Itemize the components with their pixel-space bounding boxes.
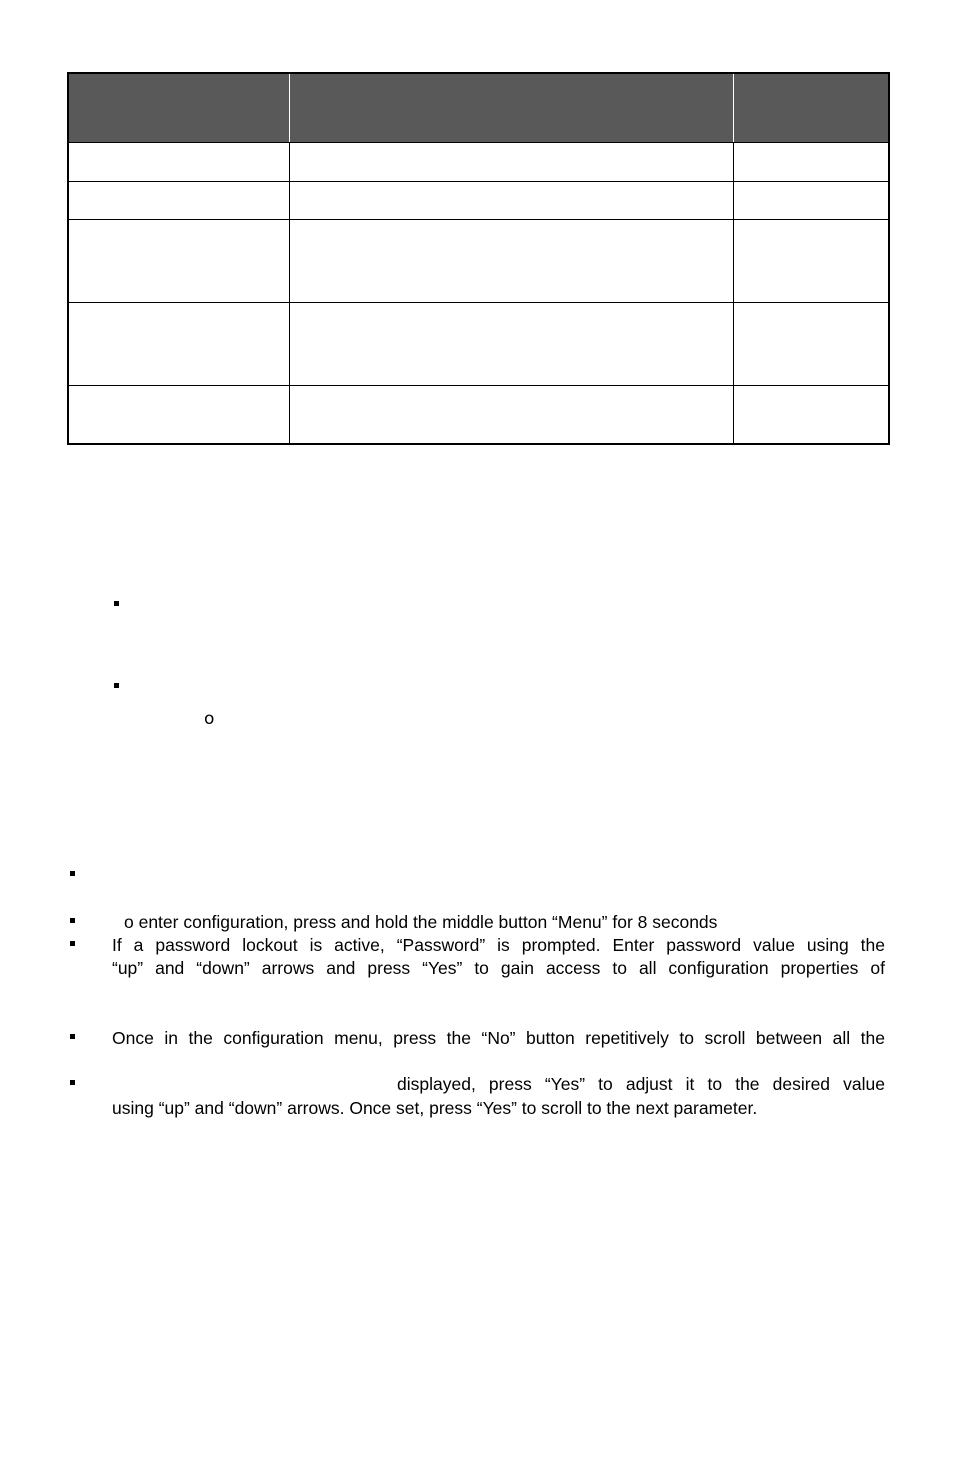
config-step-password-line-2: “up” and “down” arrows and press “Yes” to gain access to all configuration properties of xyxy=(112,958,885,978)
bullet-marker xyxy=(70,918,75,923)
config-step-adjust-line-1: displayed, press “Yes” to adjust it to the desired value xyxy=(397,1074,885,1094)
column-divider xyxy=(289,143,290,181)
config-step-enter: o enter configuration, press and hold the middle button “Menu” for 8 seconds xyxy=(124,912,718,932)
bullet-marker xyxy=(114,601,119,606)
column-divider xyxy=(289,303,290,385)
bullet-marker xyxy=(70,1080,75,1085)
bullet-marker xyxy=(70,1034,75,1039)
column-divider xyxy=(289,182,290,219)
bullet-marker xyxy=(70,871,75,876)
bullet-marker xyxy=(114,683,119,688)
column-divider xyxy=(733,182,734,219)
column-divider xyxy=(289,220,290,302)
column-divider xyxy=(733,303,734,385)
config-step-scroll: Once in the configuration menu, press the “No” button repetitively to scroll between all the xyxy=(112,1028,885,1048)
config-step-adjust-line-2: using “up” and “down” arrows. Once set, press “Yes” to scroll to the next parameter. xyxy=(112,1098,758,1118)
config-step-password-line-1: If a password lockout is active, “Password” is prompted. Enter password value using the xyxy=(112,935,885,955)
bullet-marker xyxy=(70,941,75,946)
table-row xyxy=(69,220,888,303)
spec-table xyxy=(67,72,890,445)
table-row xyxy=(69,143,888,182)
table-row xyxy=(69,386,888,445)
sub-bullet-marker: o xyxy=(204,709,215,729)
column-divider xyxy=(733,386,734,445)
column-divider xyxy=(289,74,290,142)
column-divider xyxy=(733,220,734,302)
column-divider xyxy=(733,74,734,142)
table-row xyxy=(69,303,888,386)
table-header xyxy=(69,74,888,143)
column-divider xyxy=(289,386,290,445)
table-row xyxy=(69,182,888,220)
column-divider xyxy=(733,143,734,181)
